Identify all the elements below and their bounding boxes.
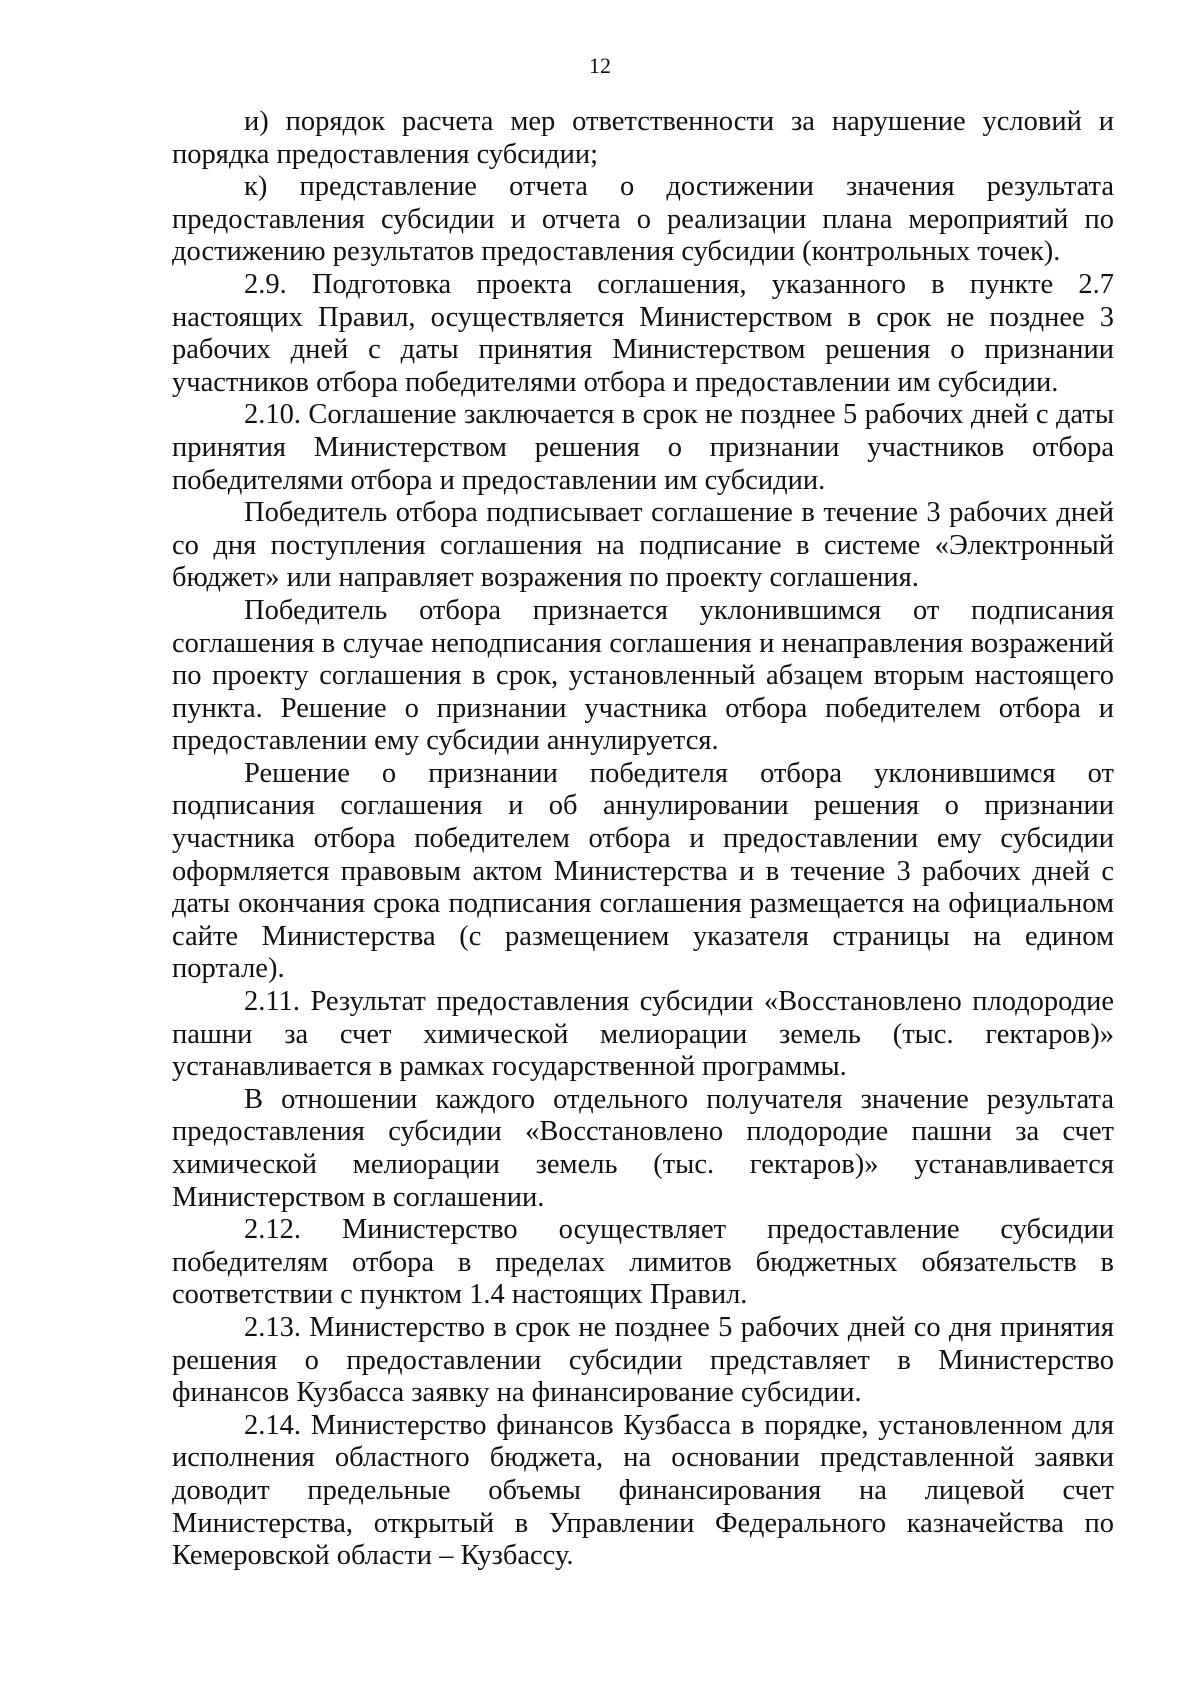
paragraph-2-13: 2.13. Министерство в срок не позднее 5 рабочих дней со дня принятия решения о предоставлении субсидии представляет в Министерство финансов Кузбасса заявку на финансирование субсидии. (172, 1311, 1114, 1409)
paragraph-i: и) порядок расчета мер ответственности за нарушение условий и порядка предоставления субсидии; (172, 106, 1114, 170)
paragraph-2-11: 2.11. Результат предоставления субсидии «Восстановлено плодородие пашни за счет химической мелиорации земель (тыс. гектаров)» устанавливается в рамках государственной программы. (172, 986, 1114, 1083)
paragraph-2-12: 2.12. Министерство осуществляет предоставление субсидии победителям отбора в пределах лимитов бюджетных обязательств в соответствии с пунктом 1.4 настоящих Правил. (172, 1214, 1114, 1311)
document-body (172, 106, 1114, 1573)
paragraph-2-10: 2.10. Соглашение заключается в срок не позднее 5 рабочих дней с даты принятия Министерством решения о признании участников отбора победителями отбора и предоставлении им субсидии. (172, 399, 1114, 496)
paragraph-k: к) представление отчета о достижении значения результата предоставления субсидии и отчета о реализации плана мероприятий по достижению результатов предоставления субсидии (контрольных точек). (172, 171, 1114, 268)
paragraph-decision-recognition: Решение о признании победителя отбора уклонившимся от подписания соглашения и об аннулировании решения о признании участника отбора победителем отбора и предоставлении ему субсидии оформляется правовым актом Министерства и в течение 3 рабочих дней с даты окончания срока подписания соглашения размещается на официальном сайте Министерства (с размещением указателя страницы на едином портале). (172, 757, 1114, 985)
paragraph-winner-signs: Победитель отбора подписывает соглашение в течение 3 рабочих дней со дня поступления соглашения на подписание в системе «Электронный бюджет» или направляет возражения по проекту соглашения. (172, 497, 1114, 594)
paragraph-2-9: 2.9. Подготовка проекта соглашения, указанного в пункте 2.7 настоящих Правил, осуществляется Министерством в срок не позднее 3 рабочих дней с даты принятия Министерством решения о признании участников отбора победителями отбора и предоставлении им субсидии. (172, 268, 1114, 398)
paragraph-result-value: В отношении каждого отдельного получателя значение результата предоставления субсидии «Восстановлено плодородие пашни за счет химической мелиорации земель (тыс. гектаров)» устанавливается Министерством в соглашении. (172, 1083, 1114, 1213)
page-number: 12 (589, 53, 611, 78)
paragraph-2-14: 2.14. Министерство финансов Кузбасса в порядке, установленном для исполнения областного бюджета, на основании представленной заявки доводит предельные объемы финансирования на лицевой счет Министерства, открытый в Управлении Федерального казначейства по Кемеровской области – Кузбассу. (172, 1409, 1114, 1572)
paragraph-winner-evades: Победитель отбора признается уклонившимся от подписания соглашения в случае неподписания соглашения и ненаправления возражений по проекту соглашения в срок, установленный абзацем вторым настоящего пункта. Решение о признании участника отбора победителем отбора и предоставлении ему субсидии аннулируется. (172, 594, 1114, 757)
